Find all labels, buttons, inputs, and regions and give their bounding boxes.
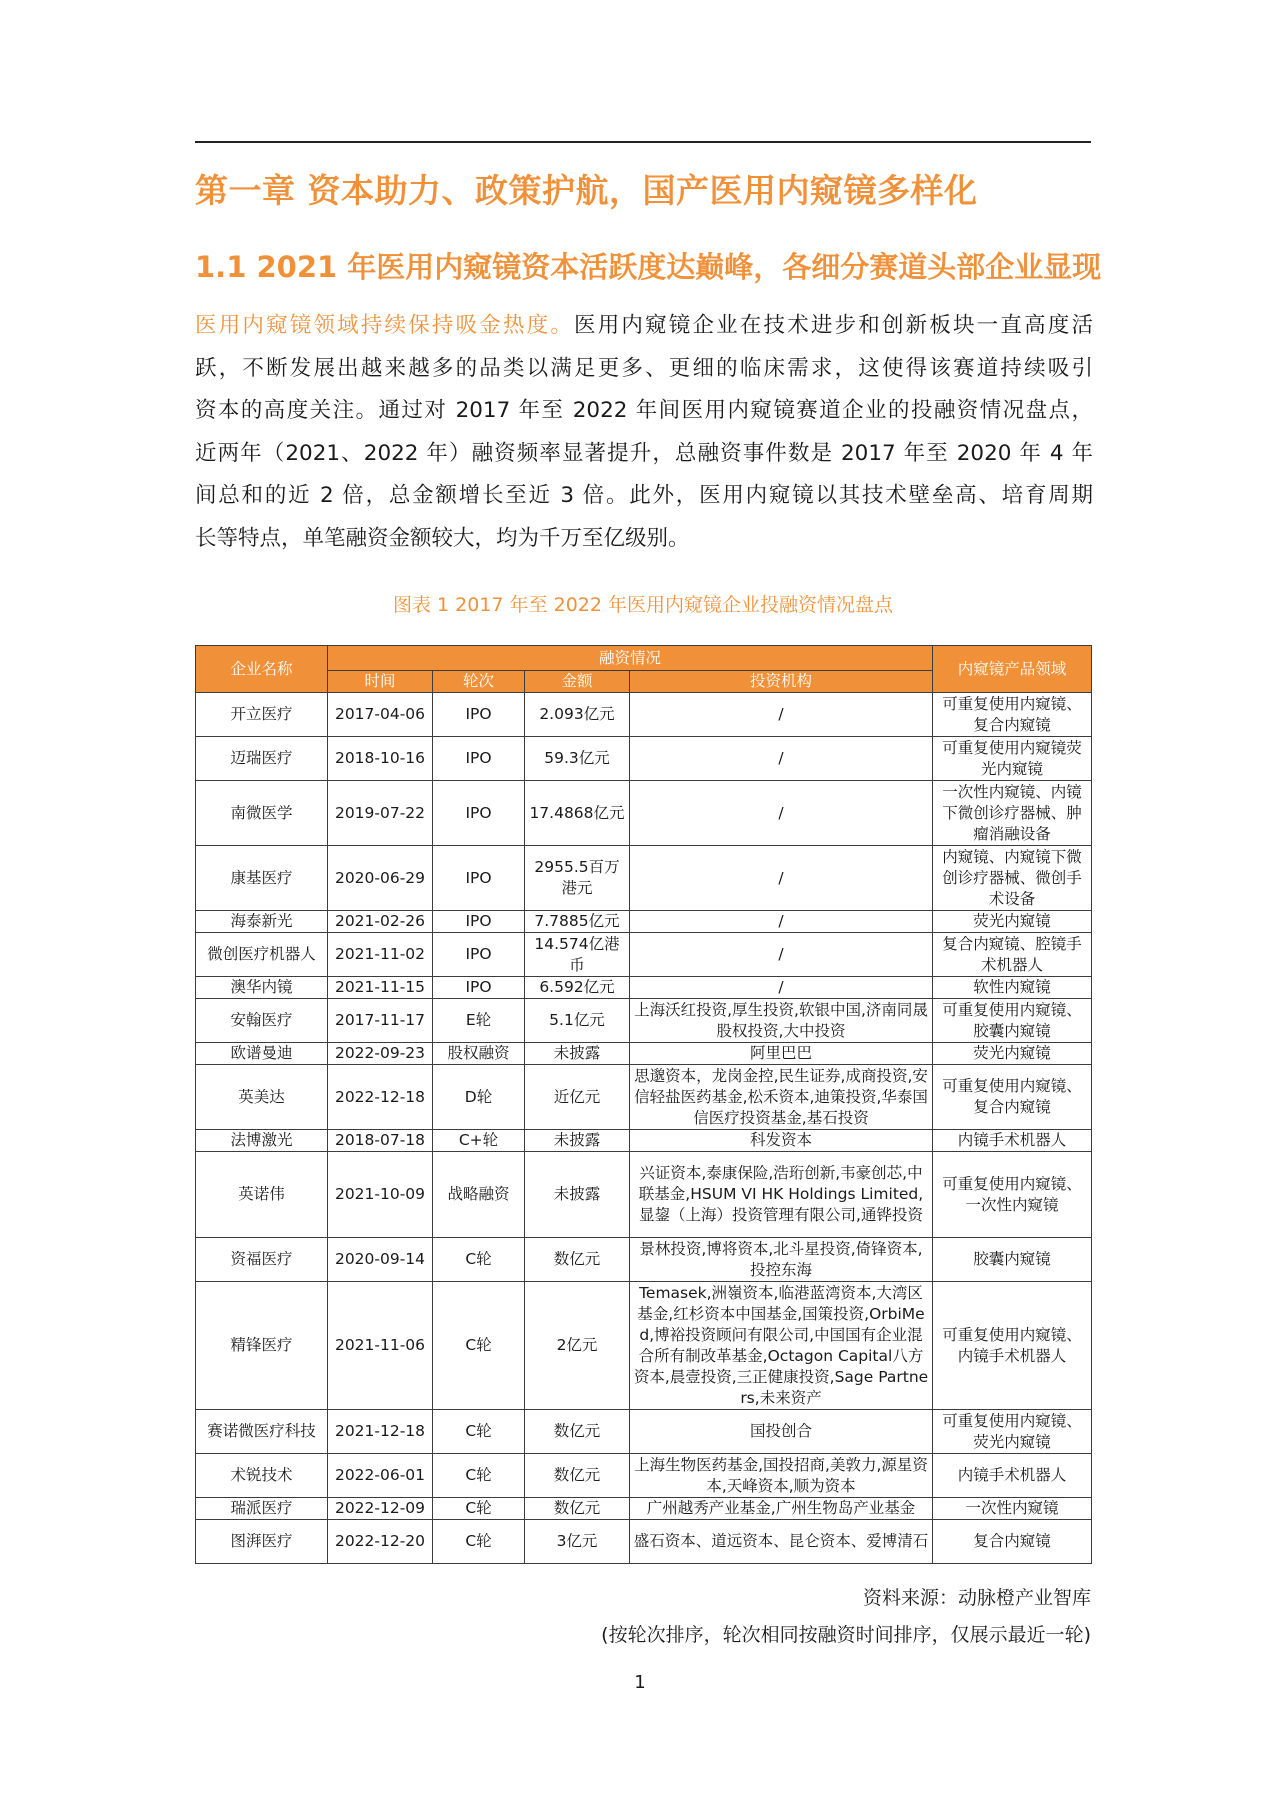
product-cell: 荧光内窥镜 [933,1043,1092,1065]
section-title: 1.1 2021 年医用内窥镜资本活跃度达巅峰，各细分赛道头部企业显现 [195,250,1102,284]
company-cell: 英诺伟 [196,1152,328,1238]
investors-cell: 盛石资本、道远资本、昆仑资本、爱博清石 [630,1520,933,1564]
investors-cell: / [630,911,933,933]
investors-cell: / [630,737,933,781]
investors-cell: 上海生物医药基金,国投招商,美敦力,源星资本,天峰资本,顺为资本 [630,1454,933,1498]
header-product: 内窥镜产品领域 [933,646,1092,693]
product-cell: 内窥镜、内窥镜下微创诊疗器械、微创手术设备 [933,846,1092,911]
time-cell: 2021-11-15 [328,977,433,999]
investors-cell: 景林投资,博将资本,北斗星投资,倚锋资本,投控东海 [630,1238,933,1282]
figure-caption: 图表 1 2017 年至 2022 年医用内窥镜企业投融资情况盘点 [393,594,893,616]
time-cell: 2021-12-18 [328,1410,433,1454]
company-cell: 康基医疗 [196,846,328,911]
product-cell: 可重复使用内窥镜、内镜手术机器人 [933,1282,1092,1410]
table-row [196,1282,1092,1410]
time-cell: 2018-07-18 [328,1130,433,1152]
round-cell: C轮 [433,1520,525,1564]
amount-cell: 数亿元 [525,1410,630,1454]
amount-cell: 数亿元 [525,1238,630,1282]
investors-cell: / [630,693,933,737]
investors-cell: 国投创合 [630,1410,933,1454]
company-cell: 法博激光 [196,1130,328,1152]
company-cell: 南微医学 [196,781,328,846]
table-row [196,999,1092,1043]
investors-cell: 科发资本 [630,1130,933,1152]
product-cell: 荧光内窥镜 [933,911,1092,933]
table-row [196,1238,1092,1282]
product-cell: 可重复使用内窥镜、胶囊内窥镜 [933,999,1092,1043]
time-cell: 2020-06-29 [328,846,433,911]
time-cell: 2021-11-06 [328,1282,433,1410]
amount-cell: 2亿元 [525,1282,630,1410]
product-cell: 可重复使用内窥镜荧光内窥镜 [933,737,1092,781]
company-cell: 澳华内镜 [196,977,328,999]
paragraph-line-text: 医用内窥镜企业在技术进步和创新板块一直高度活 [574,313,1093,338]
company-cell: 赛诺微医疗科技 [196,1410,328,1454]
paragraph-highlight: 医用内窥镜领域持续保持吸金热度。 [195,313,575,338]
paragraph-line: 跃，不断发展出越来越多的品类以满足更多、更细的临床需求，这使得该赛道持续吸引 [195,355,1093,381]
amount-cell: 14.574亿港币 [525,933,630,977]
round-cell: E轮 [433,999,525,1043]
time-cell: 2021-11-02 [328,933,433,977]
time-cell: 2022-06-01 [328,1454,433,1498]
product-cell: 软性内窥镜 [933,977,1092,999]
table-row [196,1130,1092,1152]
amount-cell: 2955.5百万港元 [525,846,630,911]
company-cell: 图湃医疗 [196,1520,328,1564]
table-row [196,693,1092,737]
page-number: 1 [634,1672,646,1693]
investment-table [195,645,1092,1564]
time-cell: 2019-07-22 [328,781,433,846]
product-cell: 一次性内窥镜、内镜下微创诊疗器械、肿瘤消融设备 [933,781,1092,846]
investors-cell: 兴证资本,泰康保险,浩珩创新,韦豪创芯,中联基金,HSUM VI HK Holdings Limited,显鋆（上海）投资管理有限公司,通铧投资 [630,1152,933,1238]
round-cell: D轮 [433,1065,525,1130]
amount-cell: 7.7885亿元 [525,911,630,933]
paragraph-line: 间总和的近 2 倍，总金额增长至近 3 倍。此外，医用内窥镜以其技术壁垒高、培育周期 [195,483,1093,508]
amount-cell: 数亿元 [525,1454,630,1498]
body-paragraph [195,305,1093,560]
time-cell: 2022-12-18 [328,1065,433,1130]
product-cell: 可重复使用内窥镜、一次性内窥镜 [933,1152,1092,1238]
paragraph-line: 近两年（2021、2022 年）融资频率显著提升，总融资事件数是 2017 年至 2020 年 4 年 [195,440,1093,466]
round-cell: C轮 [433,1238,525,1282]
amount-cell: 6.592亿元 [525,977,630,999]
amount-cell: 5.1亿元 [525,999,630,1043]
header-company: 企业名称 [196,646,328,693]
round-cell: IPO [433,693,525,737]
time-cell: 2017-04-06 [328,693,433,737]
table-row [196,1498,1092,1520]
amount-cell: 3亿元 [525,1520,630,1564]
round-cell: IPO [433,977,525,999]
product-cell: 内镜手术机器人 [933,1130,1092,1152]
investors-cell: 上海沃红投资,厚生投资,软银中国,济南同晟股权投资,大中投资 [630,999,933,1043]
round-cell: IPO [433,933,525,977]
table-row [196,1043,1092,1065]
header-time: 时间 [328,671,433,693]
table-row [196,977,1092,999]
time-cell: 2020-09-14 [328,1238,433,1282]
amount-cell: 59.3亿元 [525,737,630,781]
amount-cell: 2.093亿元 [525,693,630,737]
company-cell: 瑞派医疗 [196,1498,328,1520]
round-cell: IPO [433,846,525,911]
paragraph-line: 资本的高度关注。通过对 2017 年至 2022 年间医用内窥镜赛道企业的投融资情况盘点， [195,398,1093,423]
company-cell: 微创医疗机器人 [196,933,328,977]
company-cell: 欧谱曼迪 [196,1043,328,1065]
product-cell: 一次性内窥镜 [933,1498,1092,1520]
product-cell: 胶囊内窥镜 [933,1238,1092,1282]
company-cell: 术锐技术 [196,1454,328,1498]
header-amount: 金额 [525,671,630,693]
table-row [196,911,1092,933]
round-cell: IPO [433,911,525,933]
company-cell: 安翰医疗 [196,999,328,1043]
time-cell: 2021-02-26 [328,911,433,933]
table-row [196,781,1092,846]
header-financing: 融资情况 [328,646,933,671]
product-cell: 内镜手术机器人 [933,1454,1092,1498]
product-cell: 复合内窥镜、腔镜手术机器人 [933,933,1092,977]
amount-cell: 未披露 [525,1152,630,1238]
header-round: 轮次 [433,671,525,693]
investors-cell: / [630,781,933,846]
table-row [196,1152,1092,1238]
company-cell: 资福医疗 [196,1238,328,1282]
round-cell: C轮 [433,1498,525,1520]
investors-cell: 阿里巴巴 [630,1043,933,1065]
investors-cell: Temasek,洲嶺资本,临港蓝湾资本,大湾区基金,红杉资本中国基金,国策投资,OrbiMed,博裕投资顾问有限公司,中国国有企业混合所有制改革基金,Octagon Capital八方资本,晨壹投资,三正健康投资,Sage Partners,未来资产 [630,1282,933,1410]
table-row [196,1520,1092,1564]
time-cell: 2022-12-09 [328,1498,433,1520]
table-row [196,1065,1092,1130]
chapter-title: 第一章 资本助力、政策护航，国产医用内窥镜多样化 [195,171,978,210]
product-cell: 可重复使用内窥镜、复合内窥镜 [933,693,1092,737]
investors-cell: / [630,846,933,911]
company-cell: 精锋医疗 [196,1282,328,1410]
investors-cell: / [630,977,933,999]
table-row [196,737,1092,781]
round-cell: C轮 [433,1282,525,1410]
table-body [196,693,1092,1564]
round-cell: 股权融资 [433,1043,525,1065]
top-rule [195,141,1091,143]
round-cell: IPO [433,737,525,781]
product-cell: 复合内窥镜 [933,1520,1092,1564]
time-cell: 2017-11-17 [328,999,433,1043]
round-cell: C+轮 [433,1130,525,1152]
round-cell: IPO [433,781,525,846]
paragraph-line: 长等特点，单笔融资金额较大，均为千万至亿级别。 [195,525,690,551]
table-row [196,1410,1092,1454]
investors-cell: 思邈资本，龙岗金控,民生证券,成商投资,安信轻盐医药基金,松禾资本,迪策投资,华泰国信医疗投资基金,基石投资 [630,1065,933,1130]
time-cell: 2018-10-16 [328,737,433,781]
product-cell: 可重复使用内窥镜、复合内窥镜 [933,1065,1092,1130]
amount-cell: 17.4868亿元 [525,781,630,846]
company-cell: 迈瑞医疗 [196,737,328,781]
investors-cell: / [630,933,933,977]
sort-note: (按轮次排序，轮次相同按融资时间排序，仅展示最近一轮) [601,1624,1091,1646]
company-cell: 开立医疗 [196,693,328,737]
round-cell: C轮 [433,1454,525,1498]
round-cell: C轮 [433,1410,525,1454]
amount-cell: 数亿元 [525,1498,630,1520]
amount-cell: 未披露 [525,1130,630,1152]
table-row [196,846,1092,911]
paragraph-line [195,305,1093,348]
investors-cell: 广州越秀产业基金,广州生物岛产业基金 [630,1498,933,1520]
amount-cell: 未披露 [525,1043,630,1065]
table-row [196,1454,1092,1498]
source-note: 资料来源：动脉橙产业智库 [862,1587,1091,1609]
table-row [196,933,1092,977]
time-cell: 2022-09-23 [328,1043,433,1065]
header-investors: 投资机构 [630,671,933,693]
round-cell: 战略融资 [433,1152,525,1238]
product-cell: 可重复使用内窥镜、荧光内窥镜 [933,1410,1092,1454]
time-cell: 2021-10-09 [328,1152,433,1238]
amount-cell: 近亿元 [525,1065,630,1130]
time-cell: 2022-12-20 [328,1520,433,1564]
company-cell: 海泰新光 [196,911,328,933]
company-cell: 英美达 [196,1065,328,1130]
